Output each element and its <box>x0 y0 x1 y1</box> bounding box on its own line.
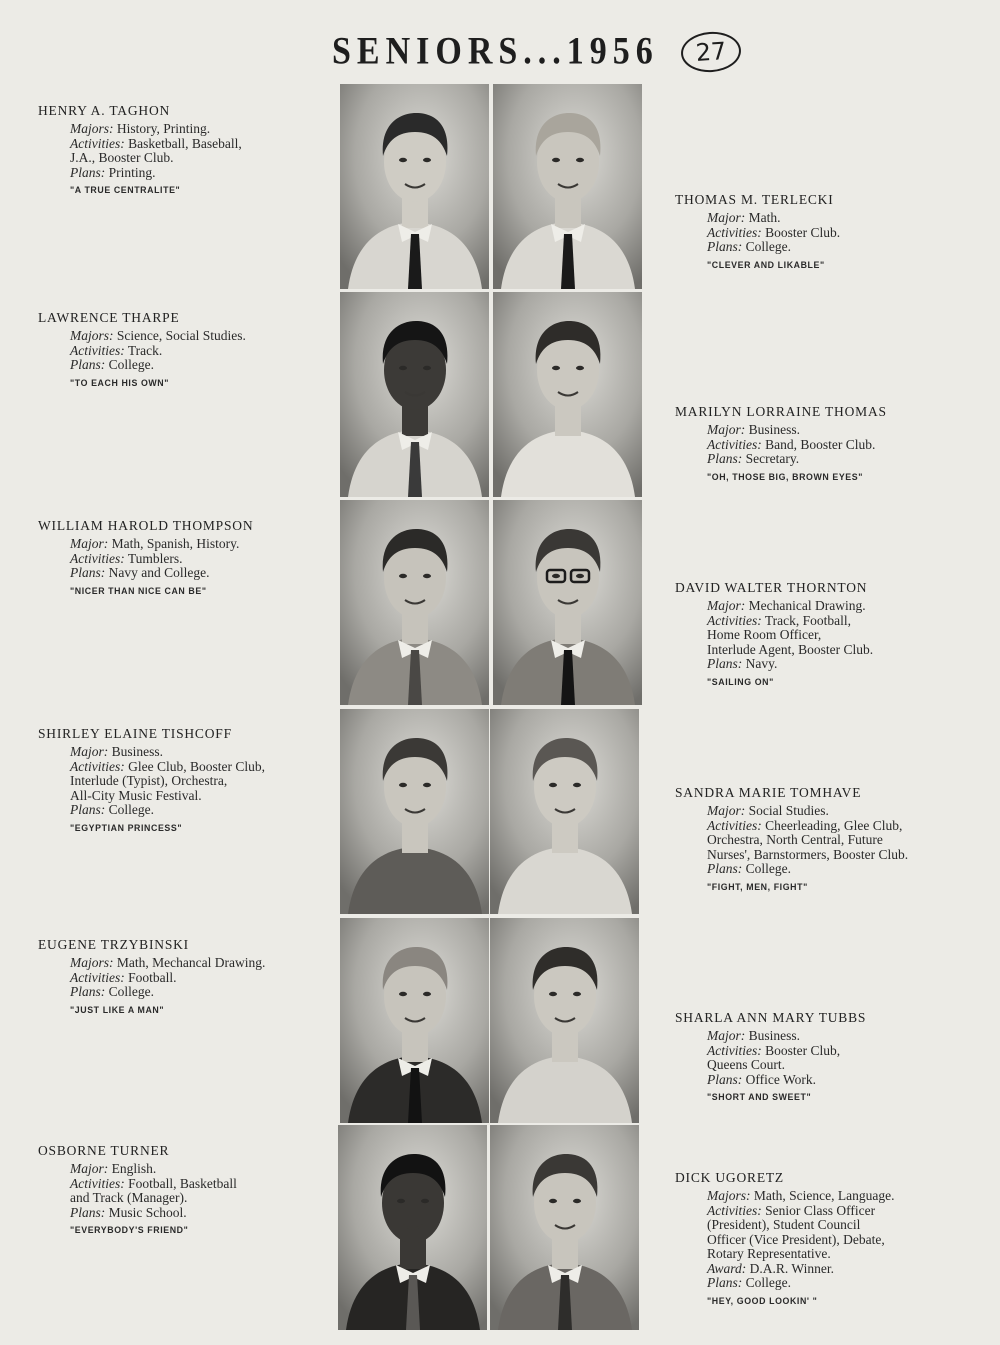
student-details <box>675 1029 975 1105</box>
detail-line <box>707 848 975 863</box>
student-details <box>675 1189 975 1308</box>
detail-text: Math, Science, Language. <box>750 1188 895 1203</box>
detail-text: Math, Spanish, History. <box>108 536 240 551</box>
detail-label: Majors: <box>70 121 114 136</box>
eye-right <box>576 574 584 578</box>
detail-label: Major: <box>70 744 109 759</box>
detail-label: Major: <box>70 1161 109 1176</box>
detail-line <box>707 1262 975 1277</box>
detail-line <box>707 657 975 672</box>
portrait-photo <box>338 1125 487 1330</box>
detail-line <box>70 344 338 359</box>
detail-text: Senior Class Officer <box>761 1202 876 1218</box>
student-name: SHARLA ANN MARY TUBBS <box>675 1010 867 1025</box>
detail-text: Queens Court. <box>707 1057 785 1072</box>
detail-line <box>70 1177 338 1192</box>
detail-text: Track, Football, <box>761 612 851 628</box>
detail-label: Activities: <box>70 758 125 774</box>
student-quote: "CLEVER AND LIKABLE" <box>707 259 825 270</box>
student-name: SHIRLEY ELAINE TISHCOFF <box>38 726 232 741</box>
student-quote: "FIGHT, MEN, FIGHT" <box>707 881 808 892</box>
detail-line <box>707 1073 975 1088</box>
detail-text: Interlude (Typist), Orchestra, <box>70 773 228 788</box>
detail-label: Plans: <box>70 984 106 999</box>
student-bio <box>675 1170 975 1308</box>
detail-label: Plans: <box>707 239 743 254</box>
student-details <box>675 804 975 894</box>
page-title: SENIORS...1956 <box>332 30 659 73</box>
student-bio <box>675 580 975 689</box>
detail-line <box>70 1162 338 1177</box>
student-bio <box>38 937 338 1017</box>
portrait-image <box>493 500 642 705</box>
detail-text: (President), Student Council <box>707 1217 861 1232</box>
detail-line <box>707 628 975 643</box>
detail-label: Activities: <box>707 1042 762 1058</box>
detail-text: Navy. <box>742 656 778 671</box>
detail-line <box>70 358 338 373</box>
detail-text: Booster Club, <box>761 1042 841 1058</box>
eye-left <box>549 1199 557 1203</box>
detail-label: Major: <box>707 1028 746 1043</box>
student-name: MARILYN LORRAINE THOMAS <box>675 404 887 419</box>
portrait-photo <box>493 84 642 289</box>
detail-text: Band, Booster Club. <box>761 436 876 452</box>
detail-text: J.A., Booster Club. <box>70 150 174 165</box>
detail-text: Business. <box>108 744 164 759</box>
student-bio <box>38 103 338 198</box>
portrait-photo <box>340 918 489 1123</box>
page-header <box>0 28 1000 78</box>
student-details <box>675 211 975 272</box>
detail-label: Activities: <box>707 612 762 628</box>
detail-line <box>70 789 338 804</box>
detail-label: Plans: <box>707 1275 743 1290</box>
detail-label: Plans: <box>70 565 106 580</box>
detail-line <box>707 804 975 819</box>
student-quote: "TO EACH HIS OWN" <box>70 377 170 388</box>
detail-line <box>707 226 975 241</box>
eye-right <box>573 992 581 996</box>
eye-right <box>423 783 431 787</box>
eye-left <box>399 783 407 787</box>
detail-line <box>707 819 975 834</box>
detail-text: College. <box>105 357 154 372</box>
detail-line <box>707 862 975 877</box>
student-name: THOMAS M. TERLECKI <box>675 192 834 207</box>
detail-label: Activities: <box>70 969 125 985</box>
student-name: EUGENE TRZYBINSKI <box>38 937 189 952</box>
detail-line <box>70 1191 338 1206</box>
student-name: LAWRENCE THARPE <box>38 310 180 325</box>
portrait-image <box>338 1125 487 1330</box>
detail-line <box>70 566 338 581</box>
detail-text: Math. <box>745 210 781 225</box>
detail-label: Majors: <box>707 1188 751 1203</box>
student-bio <box>38 518 338 598</box>
detail-label: Activities: <box>70 550 125 566</box>
eye-left <box>397 1199 405 1203</box>
detail-line <box>70 151 338 166</box>
detail-label: Activities: <box>70 342 125 358</box>
detail-line <box>707 1058 975 1073</box>
detail-line <box>707 643 975 658</box>
portrait-photo <box>490 709 639 914</box>
detail-text: and Track (Manager). <box>70 1190 188 1205</box>
detail-text: English. <box>108 1161 157 1176</box>
detail-text: D.A.R. Winner. <box>746 1260 834 1276</box>
detail-text: Officer (Vice President), Debate, <box>707 1231 885 1247</box>
detail-label: Plans: <box>70 1204 106 1220</box>
detail-line <box>70 985 338 1000</box>
student-quote: "EVERYBODY'S FRIEND" <box>70 1225 189 1235</box>
eye-left <box>399 992 407 996</box>
detail-line <box>707 614 975 629</box>
student-quote: "A TRUE CENTRALITE" <box>70 185 181 195</box>
detail-text: Math, Mechancal Drawing. <box>113 955 266 970</box>
student-bio <box>675 192 975 272</box>
detail-label: Activities: <box>707 1202 762 1218</box>
detail-text: History, Printing. <box>113 121 211 136</box>
detail-label: Plans: <box>70 164 106 180</box>
detail-line <box>707 1218 975 1233</box>
portrait-image <box>340 292 489 497</box>
detail-line <box>707 423 975 438</box>
student-quote: "SAILING ON" <box>707 676 774 687</box>
eye-right <box>423 992 431 996</box>
portrait-image <box>340 84 489 289</box>
eye-right <box>573 783 581 787</box>
student-quote: "NICER THAN NICE CAN BE" <box>70 585 207 596</box>
detail-text: Cheerleading, Glee Club, <box>761 817 903 833</box>
detail-text: College. <box>742 861 791 876</box>
detail-text: Tumblers. <box>124 550 183 566</box>
detail-text: Nurses', Barnstormers, Booster Club. <box>707 846 909 862</box>
portrait-image <box>490 709 639 914</box>
detail-text: Social Studies. <box>745 803 829 818</box>
student-details <box>675 423 975 484</box>
detail-line <box>707 438 975 453</box>
detail-text: Business. <box>745 422 801 437</box>
eye-right <box>576 366 584 370</box>
eye-right <box>423 158 431 162</box>
portrait-image <box>490 918 639 1123</box>
detail-label: Majors: <box>70 955 114 970</box>
detail-text: Orchestra, North Central, Future <box>707 832 883 847</box>
detail-label: Activities: <box>70 1175 125 1191</box>
detail-text: Printing. <box>105 164 156 180</box>
student-quote: "SHORT AND SWEET" <box>707 1092 812 1102</box>
detail-text: Navy and College. <box>105 565 210 580</box>
detail-line <box>707 1233 975 1248</box>
detail-text: Rotary Representative. <box>707 1246 831 1261</box>
portrait-image <box>340 709 489 914</box>
student-details <box>38 1162 338 1238</box>
detail-line <box>70 537 338 552</box>
student-details <box>38 329 338 390</box>
detail-text: Basketball, Baseball, <box>124 135 242 151</box>
detail-line <box>70 552 338 567</box>
detail-label: Major: <box>707 210 746 225</box>
detail-line <box>70 329 338 344</box>
detail-label: Activities: <box>707 436 762 452</box>
student-details <box>675 599 975 689</box>
detail-label: Plans: <box>707 861 743 876</box>
student-name: HENRY A. TAGHON <box>38 103 171 118</box>
detail-text: Mechanical Drawing. <box>745 598 866 613</box>
student-bio <box>38 310 338 390</box>
detail-label: Plans: <box>707 1071 743 1087</box>
detail-line <box>70 803 338 818</box>
detail-line <box>70 760 338 775</box>
detail-text: Business. <box>745 1028 801 1043</box>
portrait-image <box>493 292 642 497</box>
detail-text: College. <box>105 802 154 817</box>
detail-label: Plans: <box>70 357 106 372</box>
portrait-photo <box>490 1125 639 1330</box>
detail-text: Office Work. <box>742 1071 817 1087</box>
detail-label: Major: <box>707 598 746 613</box>
detail-label: Major: <box>70 536 109 551</box>
detail-line <box>707 833 975 848</box>
portrait-photo <box>490 918 639 1123</box>
detail-text: Science, Social Studies. <box>113 328 246 343</box>
detail-label: Major: <box>707 803 746 818</box>
detail-line <box>707 599 975 614</box>
detail-text: All-City Music Festival. <box>70 787 202 803</box>
detail-label: Major: <box>707 422 746 437</box>
eye-right <box>576 158 584 162</box>
detail-label: Activities: <box>707 224 762 240</box>
student-details <box>38 537 338 598</box>
student-bio <box>675 404 975 484</box>
detail-text: Secretary. <box>742 451 800 466</box>
detail-text: Football. <box>124 969 177 985</box>
eye-left <box>549 783 557 787</box>
detail-text: Football, Basketball <box>124 1175 237 1191</box>
detail-text: College. <box>105 984 154 999</box>
detail-line <box>70 971 338 986</box>
eye-left <box>552 158 560 162</box>
detail-line <box>707 1044 975 1059</box>
eye-right <box>423 366 431 370</box>
eye-right <box>423 574 431 578</box>
student-name: OSBORNE TURNER <box>38 1143 170 1158</box>
student-quote: "JUST LIKE A MAN" <box>70 1004 165 1015</box>
detail-label: Plans: <box>707 656 743 671</box>
eye-right <box>573 1199 581 1203</box>
portrait-image <box>340 918 489 1123</box>
student-name: DICK UGORETZ <box>675 1170 784 1185</box>
eye-left <box>552 574 560 578</box>
portrait-photo <box>340 500 489 705</box>
student-quote: "EGYPTIAN PRINCESS" <box>70 822 183 833</box>
detail-line <box>707 240 975 255</box>
detail-text: College. <box>742 1275 791 1290</box>
detail-text: College. <box>742 239 791 254</box>
portrait-photo <box>340 709 489 914</box>
detail-line <box>70 166 338 181</box>
detail-text: Home Room Officer, <box>707 627 822 642</box>
portrait-photo <box>340 292 489 497</box>
student-details <box>38 122 338 198</box>
detail-line <box>70 956 338 971</box>
student-details <box>38 956 338 1017</box>
detail-label: Plans: <box>707 451 743 466</box>
eye-left <box>399 158 407 162</box>
detail-line <box>707 211 975 226</box>
student-bio <box>675 1010 975 1105</box>
detail-label: Majors: <box>70 328 114 343</box>
portrait-image <box>340 500 489 705</box>
detail-label: Activities: <box>70 135 125 151</box>
portrait-photo <box>340 84 489 289</box>
detail-line <box>70 774 338 789</box>
eye-left <box>399 574 407 578</box>
detail-line <box>707 1189 975 1204</box>
detail-line <box>707 1204 975 1219</box>
student-quote: "OH, THOSE BIG, BROWN EYES" <box>707 471 864 482</box>
detail-text: Interlude Agent, Booster Club. <box>707 641 874 657</box>
detail-text: Music School. <box>105 1204 187 1220</box>
eye-left <box>399 366 407 370</box>
student-details <box>38 745 338 835</box>
student-bio <box>38 726 338 835</box>
eye-left <box>552 366 560 370</box>
eye-right <box>421 1199 429 1203</box>
portrait-photo <box>493 292 642 497</box>
detail-line <box>707 1247 975 1262</box>
detail-text: Track. <box>124 342 163 358</box>
student-name: SANDRA MARIE TOMHAVE <box>675 785 862 800</box>
detail-text: Glee Club, Booster Club, <box>124 758 265 774</box>
detail-line <box>70 122 338 137</box>
eye-left <box>549 992 557 996</box>
detail-label: Award: <box>707 1260 747 1276</box>
page-number-circle: 27 <box>680 30 743 74</box>
detail-line <box>70 1206 338 1221</box>
student-name: WILLIAM HAROLD THOMPSON <box>38 518 254 533</box>
detail-text: Booster Club. <box>761 224 841 240</box>
student-name: DAVID WALTER THORNTON <box>675 580 868 595</box>
portrait-photo <box>493 500 642 705</box>
detail-line <box>70 137 338 152</box>
detail-label: Plans: <box>70 802 106 817</box>
detail-label: Activities: <box>707 817 762 833</box>
detail-line <box>707 1276 975 1291</box>
student-quote: "HEY, GOOD LOOKIN' " <box>707 1295 818 1306</box>
detail-line <box>707 1029 975 1044</box>
detail-line <box>707 452 975 467</box>
student-bio <box>675 785 975 894</box>
portrait-image <box>490 1125 639 1330</box>
detail-line <box>70 745 338 760</box>
portrait-image <box>493 84 642 289</box>
student-bio <box>38 1143 338 1238</box>
